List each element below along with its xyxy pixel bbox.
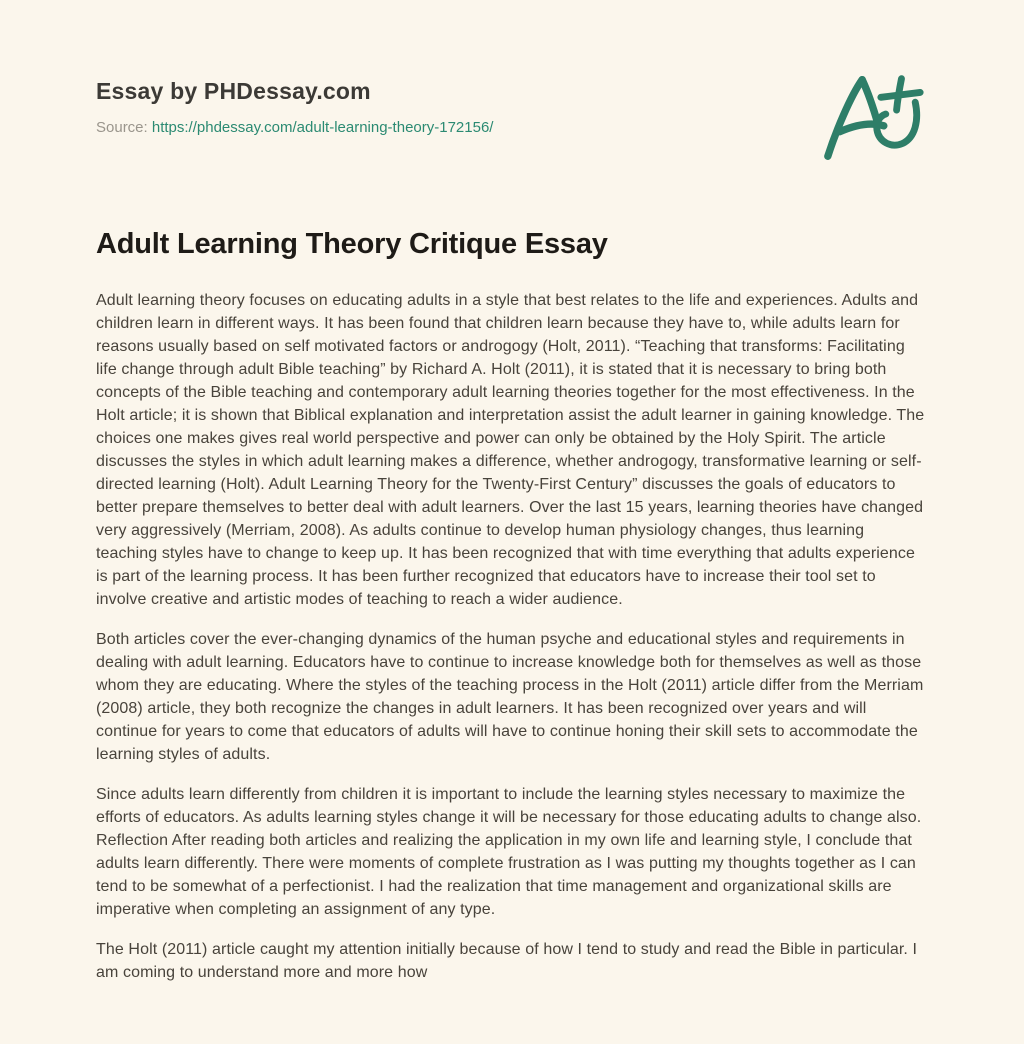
- essay-paragraph-3: Since adults learn differently from children it is important to include the learning styles necessary to maximize the efforts of educators. As adults learning styles change it will be necessary for those educating adults to change also. Reflection After reading both articles and realizing the application in my own life and learning style, I conclude that adults learn differently. There were moments of complete frustration as I was putting my thoughts together as I can tend to be somewhat of a perfectionist. I had the realization that time management and organizational skills are imperative when completing an assignment of any type.: [96, 786, 922, 918]
- page-header: [96, 62, 928, 164]
- essay-paragraph-1: Adult learning theory focuses on educating adults in a style that best relates to the life and experiences. Adults and children learn in different ways. It has been found that children learn because they have to, while adults learn for reasons usually based on self motivated factors or androgogy (Holt, 2011). “Teaching that transforms: Facilitating life change through adult Bible teaching” by Richard A. Holt (2011), it is stated that it is necessary to bring both concepts of the Bible teaching and contemporary adult learning theories together for the most effectiveness. In the Holt article; it is shown that Biblical explanation and interpretation assist the adult learner in gaining knowledge. The choices one makes gives real world perspective and power can only be obtained by the Holy Spirit. The article discusses the styles in which adult learning makes a difference, whether androgogy, transformative learning or self-directed learning (Holt). Adult Learning Theory for the Twenty-First Century” discusses the goals of educators to better prepare themselves to better deal with adult learners. Over the last 15 years, learning theories have changed very aggressively (Merriam, 2008). As adults continue to develop human physiology changes, thus learning teaching styles have to change to keep up. It has been recognized that with time everything that adults experience is part of the learning process. It has been further recognized that educators have to increase their tool set to involve creative and artistic modes of teaching to reach a wider audience.: [96, 292, 925, 608]
- essay-body: [96, 289, 928, 984]
- source-line: [96, 119, 493, 136]
- essay-paragraph-4: The Holt (2011) article caught my attention initially because of how I tend to study and read the Bible in particular. I am coming to understand more and more how: [96, 941, 918, 981]
- essay-paragraph-2: Both articles cover the ever-changing dynamics of the human psyche and educational styles and requirements in dealing with adult learning. Educators have to continue to increase knowledge both for themselves as well as those whom they are educating. Where the styles of the teaching process in the Holt (2011) article differ from the Merriam (2008) article, they both recognize the changes in adult learners. It has been recognized over years and will continue for years to come that educators of adults will have to continue honing their skill sets to accommodate the learning styles of adults.: [96, 631, 924, 763]
- source-label: Source:: [96, 119, 148, 136]
- site-title: Essay by PHDessay.com: [96, 78, 371, 104]
- a-plus-logo-icon: [818, 68, 928, 164]
- source-link[interactable]: https://phdessay.com/adult-learning-theory-172156/: [151, 119, 494, 136]
- essay-title: Adult Learning Theory Critique Essay: [96, 228, 608, 260]
- header-text-block: [96, 62, 493, 136]
